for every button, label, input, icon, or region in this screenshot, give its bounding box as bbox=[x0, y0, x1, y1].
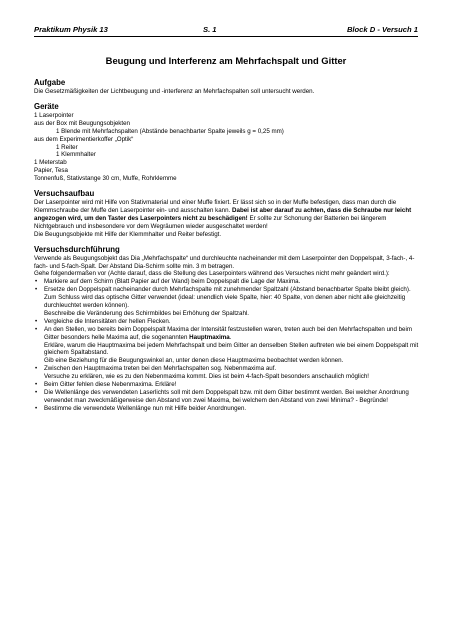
list-item bbox=[34, 278, 422, 286]
list-item bbox=[34, 389, 422, 405]
list-item bbox=[34, 365, 422, 381]
list-item-text: Beim Gitter fehlen diese Nebenmaxima. Erkläre! bbox=[44, 381, 177, 389]
section-heading: Geräte bbox=[34, 101, 59, 111]
paragraph: Verwende als Beugungsobjekt das Dia „Mehrfachspalte“ und durchleuchte nacheinander mit dem Laserpointer den Doppelspalt, 3-fach-, 4-fach- und 5-fach-Spalt. Der Abstand Dia-Schirm sollte min. 3 m betragen. bbox=[34, 254, 415, 270]
list-item-text: Bestimme die verwendete Wellenlänge nun mit Hilfe beider Anordnungen. bbox=[44, 404, 247, 412]
list-item-text: Die Wellenlänge des verwendeten Laserlichts soll mit dem Doppelspalt bzw. mit dem Gitter bestimmt werden. Bei welcher Anordnung verwendet man zweckmäßigerweise den Abstand von zwei Maxima, bei welchem den Abstand von zwei Minima? - Begründe! bbox=[44, 389, 409, 404]
equipment-line: 1 Meterstab bbox=[34, 159, 67, 167]
equipment-line: Papier, Tesa bbox=[34, 167, 68, 175]
list-item-text: Vergleiche die Intensitäten der hellen Flecken. bbox=[44, 317, 171, 325]
header-page-number: S. 1 bbox=[203, 25, 217, 34]
header-block: Block D - Versuch 1 bbox=[346, 25, 418, 34]
section-heading: Aufgabe bbox=[34, 78, 66, 87]
list-item-subtext: Erkläre, warum die Hauptmaxima bei jedem Mehrfachspalt und beim Gitter an denselben Stellen auftreten wie bei einem Doppelspalt mit gleichem Spaltabstand. bbox=[44, 341, 419, 357]
emphasis-term: Hauptmaxima bbox=[189, 333, 230, 341]
document-body bbox=[34, 78, 422, 419]
list-item bbox=[34, 286, 422, 318]
header-course: Praktikum Physik 13 bbox=[34, 25, 108, 34]
task-list bbox=[34, 278, 422, 412]
list-item-text: Zwischen den Hauptmaxima treten bei den Mehrfachspalten sog. Nebenmaxima auf. bbox=[44, 365, 277, 373]
section-aufgabe bbox=[34, 78, 422, 96]
equipment-line: aus dem Experimentierkoffer „Optik“ bbox=[34, 135, 134, 143]
warning-text: Dabei ist aber darauf zu achten, dass die Schraube nur leicht angezogen wird, um den Taster des Laserpointers nicht zu beschädigen! bbox=[34, 206, 412, 222]
list-item bbox=[34, 381, 422, 389]
equipment-line: Tonnenfuß, Stativstange 30 cm, Muffe, Rohrklemme bbox=[34, 175, 177, 183]
paragraph: Die Gesetzmäßigkeiten der Lichtbeugung und -interferenz an Mehrfachspalten soll untersucht werden. bbox=[34, 88, 315, 95]
section-versuchsdurchfuehrung bbox=[34, 245, 422, 413]
paragraph bbox=[34, 199, 422, 231]
equipment-line: 1 Reiter bbox=[56, 143, 78, 151]
list-item bbox=[34, 318, 422, 326]
section-versuchsaufbau bbox=[34, 189, 422, 239]
list-item bbox=[34, 326, 422, 366]
list-item bbox=[34, 405, 422, 413]
paragraph: Die Beugungsobjekte mit Hilfe der Klemmhalter und Reiter befestigt. bbox=[34, 230, 222, 238]
list-item-text: Markiere auf dem Schirm (Blatt Papier auf der Wand) beim Doppelspalt die Lage der Maxima. bbox=[44, 278, 301, 286]
equipment-line: 1 Klemmhalter bbox=[56, 151, 96, 159]
page-title: Beugung und Interferenz am Mehrfachspalt und Gitter bbox=[105, 55, 347, 66]
section-heading: Versuchsaufbau bbox=[34, 189, 95, 199]
equipment-line: 1 Laserpointer bbox=[34, 111, 74, 119]
list-item-subtext: Beschreibe die Veränderung des Schirmbildes bei Erhöhung der Spaltzahl. bbox=[44, 309, 250, 317]
equipment-line: aus der Box mit Beugungsobjekten bbox=[34, 119, 130, 127]
list-item-subtext: Gib eine Beziehung für die Beugungswinkel an, unter denen diese Hauptmaxima beobachtet werden können. bbox=[44, 357, 344, 365]
list-item-subtext: Versuche zu erklären, wie es zu den Nebenmaxima kommt. Dies ist beim 4-fach-Spalt besonders anschaulich möglich! bbox=[44, 373, 369, 381]
section-heading: Versuchsdurchführung bbox=[34, 244, 120, 254]
paragraph: Gehe folgendermaßen vor (Achte darauf, dass die Stellung des Laserpointers während des Versuches nicht mehr geändert wird.): bbox=[34, 270, 390, 278]
paragraph-text: Der Laserpointer wird mit Hilfe von Stativmaterial und einer Muffe fixiert. Er lässt sich so in der Muffe befestigen, dass man durch die Klemmschraube der Muffe den Laserpointer ein- und ausschalten kann. bbox=[34, 199, 397, 214]
section-geraete bbox=[34, 102, 422, 183]
equipment-line: 1 Blende mit Mehrfachspalten (Abstände benachbarter Spalte jeweils g = 0,25 mm) bbox=[56, 127, 284, 135]
period: . bbox=[229, 333, 232, 341]
list-item-text: An den Stellen, wo bereits beim Doppelspalt Maxima der Intensität festzustellen waren, treten auch bei den Mehrfachspalten und beim Gitter besonders helle Maxima auf, die sogenannten bbox=[44, 325, 413, 341]
header-rule bbox=[34, 36, 418, 37]
list-item-text: Ersetze den Doppelspalt nacheinander durch Mehrfachspalte mit zunehmender Spaltzahl (Abstand benachbarter Spalte bleibt gleich). Zum Schluss wird das optische Gitter verwendet (ideal: unendlich viele Spalte, hier: 40 Spalte, von denen aber nicht alle gleichzeitig durchleuchtet werden können). bbox=[44, 286, 411, 310]
paragraph-text: Er sollte zur Schonung der Batterien bei längerem Nichtgebrauch und insbesondere vor dem Wegräumen wieder ausgeschaltet werden! bbox=[34, 214, 387, 230]
